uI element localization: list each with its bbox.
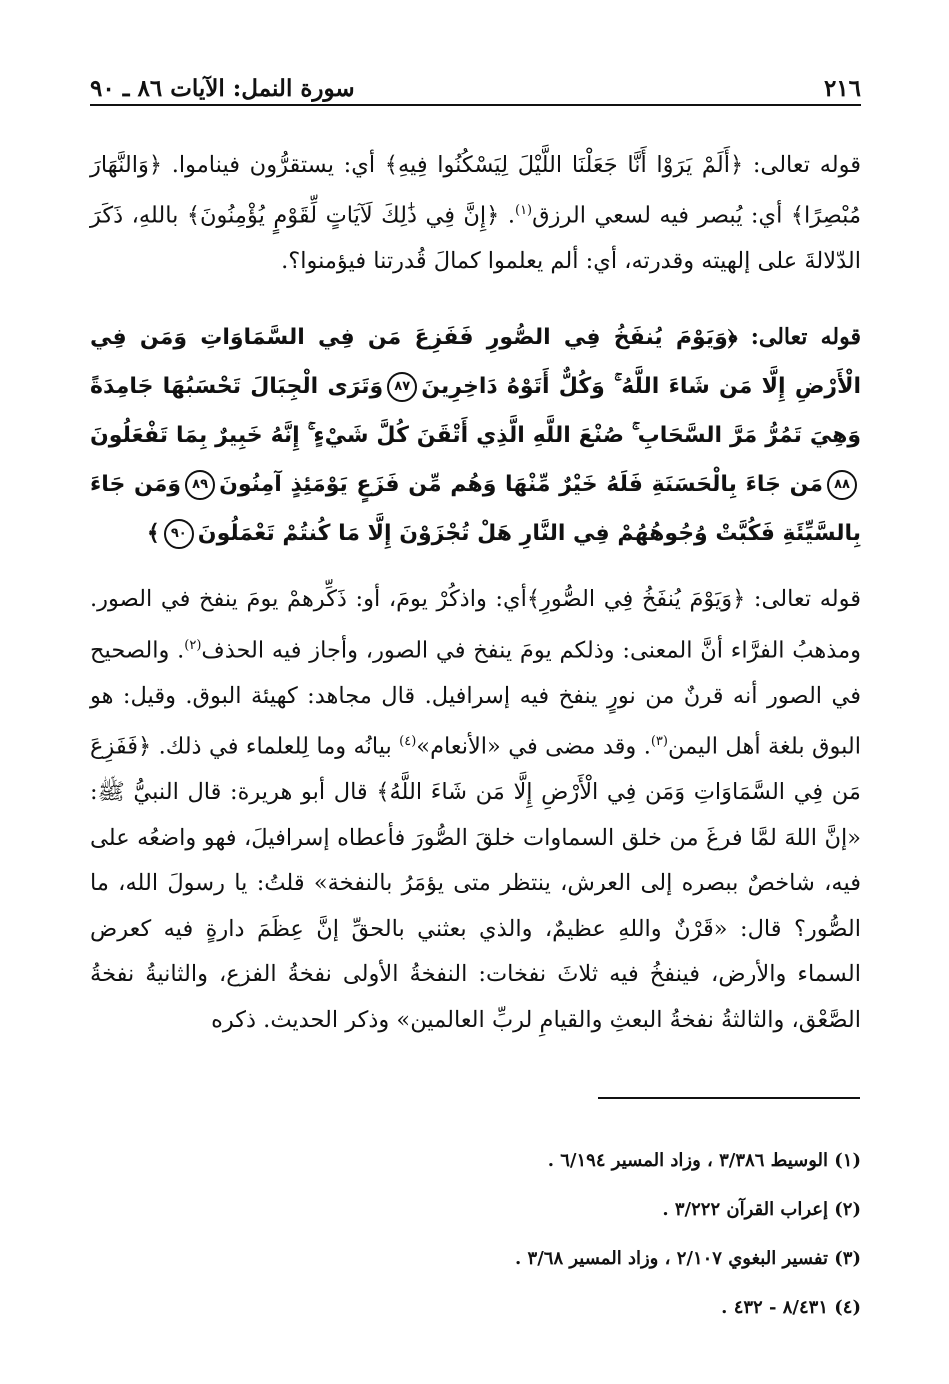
header-rule: [90, 104, 861, 106]
ayah-marker: ٨٧: [387, 372, 417, 402]
verse-label: قوله تعالى:: [737, 324, 861, 350]
footnote-ref: (٣): [650, 734, 668, 749]
running-title: سورة النمل: الآيات ٨٦ ـ ٩٠: [90, 75, 355, 102]
commentary-paragraph-1: قوله تعالى: ﴿أَلَمْ يَرَوْا أَنَّا جَعَلْنَا اللَّيْلَ لِيَسْكُنُوا فِيهِ﴾ أي: يستقرُّون فيناموا. ﴿وَالنَّهَارَ مُبْصِرًا﴾ أي: يُبصر فيه لسعي الرزق$^{(١)}$. ﴿إِنَّ فِي ذَٰلِكَ لَآيَاتٍ لِّقَوْمٍ يُؤْمِنُونَ﴾ باللهِ، ذَكَرَ الدّلالةَ على إلهيته وقدرته، أي: ألم يعلموا كمالَ قُدرتنا فيؤمنوا؟.: [90, 152, 862, 274]
ayah-marker: ٨٩: [185, 470, 215, 500]
page-header: [90, 66, 861, 102]
footnote-1: (١) الوسيط ٣/٣٨٦ ، وزاد المسير ٦/١٩٤ .: [547, 1150, 861, 1171]
quran-quote: ﴿أَلَمْ يَرَوْا أَنَّا جَعَلْنَا اللَّيْلَ لِيَسْكُنُوا فِيهِ﴾: [384, 152, 744, 178]
footnote-ref: (١): [514, 203, 533, 218]
commentary-paragraph-2: قوله تعالى: ﴿وَيَوْمَ يُنفَخُ فِي الصُّورِ﴾أي: واذكُرْ يومَ، أو: ذَكِّرهمْ يومَ ينفخ في الصور. ومذهبُ الفرَّاء أنَّ المعنى: وذلكم يومَ ينفخ في الصور، وأجاز فيه الحذف$^{(٢)}$. والصحيح في الصور أنه قرنٌ من نورٍ ينفخ فيه إسرافيل. قال مجاهد: كهيئة البوق. وقيل: هو البوق بلغة أهل اليمن$^{(٣)}$. وقد مضى في «الأنعام»$^{(٤)}$ بيانُه وما لِلعلماء في ذلك. ﴿فَفَزِعَ مَن فِي السَّمَاوَاتِ وَمَن فِي الْأَرْضِ إِلَّا مَن شَاءَ اللَّهُ﴾ قال أبو هريرة: قال النبيُّ ﷺ: «إنَّ اللهَ لمَّا فرغَ من خلق السماوات خلقَ الصُّورَ فأعطاه إسرافيلَ، فهو واضعُه على فيه، شاخصٌ ببصره إلى العرش، ينتظر متى يؤمَرُ بالنفخة» قلتُ: يا رسولَ الله، ما الصُّور؟ قال: «قَرْنٌ واللهِ عظيمٌ، والذي بعثني بالحقِّ إنَّ عِظَمَ دارةٍ فيه كعرض السماء والأرض، فينفخُ فيه ثلاثَ نفخات: النفخةُ الأولى نفخةُ الفزع، والثانيةُ نفخةُ الصَّعْق، والثالثةُ نفخةُ البعثِ والقيامِ لربِّ العالمين» وذكر الحديث. ذكره: [90, 586, 862, 1033]
footnote-ref: (٢): [184, 637, 202, 653]
footnote-ref: (٤): [399, 734, 417, 749]
footnotes: [90, 1136, 861, 1332]
quran-quote: ﴿وَالنَّهَارَ مُبْصِرًا﴾: [90, 152, 862, 229]
page-number: ٢١٦: [823, 75, 861, 102]
footnote-separator: [598, 1097, 860, 1099]
ayah-marker: ٩٠: [164, 519, 194, 549]
footnote-4: (٤) ٨/٤٣١ - ٤٣٢ .: [721, 1297, 861, 1318]
verse-block: قوله تعالى: ﴿وَيَوْمَ يُنفَخُ فِي الصُّورِ فَفَزِعَ مَن فِي السَّمَاوَاتِ وَمَن فِي الْأَرْضِ إِلَّا مَن شَاءَ اللَّهُ ۚ وَكُلٌّ أَتَوْهُ دَاخِرِينَ٨٧وَتَرَى الْجِبَالَ تَحْسَبُهَا جَامِدَةً وَهِيَ تَمُرُّ مَرَّ السَّحَابِ ۚ صُنْعَ اللَّهِ الَّذِي أَتْقَنَ كُلَّ شَيْءٍ ۚ إِنَّهُ خَبِيرٌ بِمَا تَفْعَلُونَ٨٨مَن جَاءَ بِالْحَسَنَةِ فَلَهُ خَيْرٌ مِّنْهَا وَهُم مِّن فَزَعٍ يَوْمَئِذٍ آمِنُونَ٨٩وَمَن جَاءَ بِالسَّيِّئَةِ فَكُبَّتْ وُجُوهُهُمْ فِي النَّارِ هَلْ تُجْزَوْنَ إِلَّا مَا كُنتُمْ تَعْمَلُونَ٩٠﴾: [90, 313, 861, 558]
ayah-marker: ٨٨: [827, 470, 857, 500]
footnote-2: (٢) إعراب القرآن ٣/٢٢٢ .: [662, 1199, 861, 1220]
quran-quote: ﴿إِنَّ فِي ذَٰلِكَ لَآيَاتٍ لِّقَوْمٍ يُؤْمِنُونَ﴾: [186, 202, 500, 229]
quran-quote: ﴿وَيَوْمَ يُنفَخُ فِي الصُّورِ﴾: [526, 586, 746, 612]
quran-quote: ﴿فَفَزِعَ مَن فِي السَّمَاوَاتِ وَمَن فِي الْأَرْضِ إِلَّا مَن شَاءَ اللَّهُ﴾: [90, 733, 861, 805]
footnote-3: (٣) تفسير البغوي ٢/١٠٧ ، وزاد المسير ٣/٦٨ .: [514, 1248, 861, 1269]
